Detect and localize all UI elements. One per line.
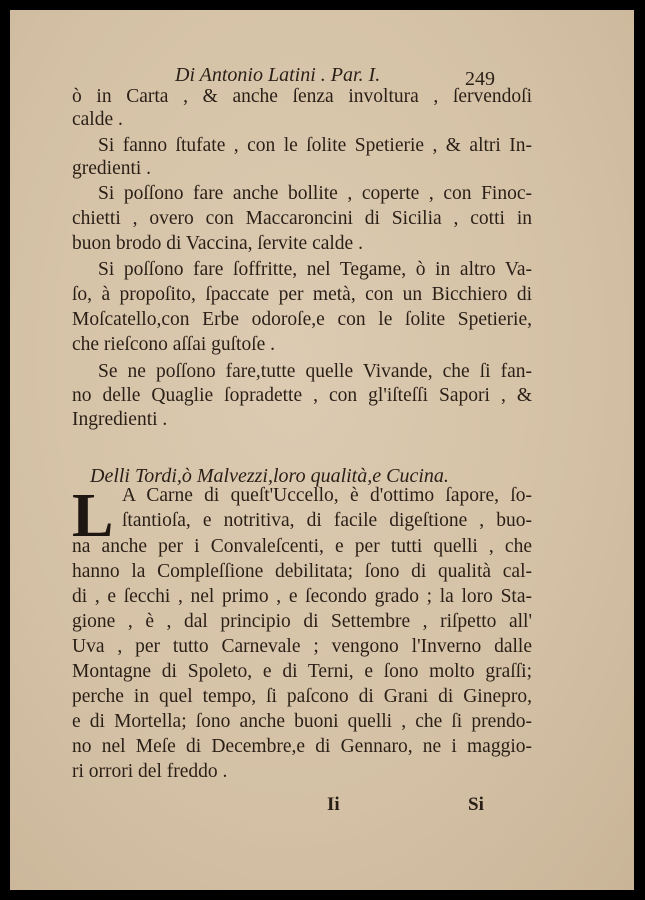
drop-cap: L (72, 482, 114, 550)
text-line: no delle Quaglie ſopradette , con gl'iſteſſi Sapori , & (72, 385, 532, 406)
catchword: Si (468, 794, 484, 815)
text-line: no nel Meſe di Decembre,e di Gennaro, ne i maggio- (72, 736, 532, 757)
text-line: chietti , overo con Maccaroncini di Sicilia , cotti in (72, 208, 532, 229)
text-line: na anche per i Convaleſcenti, e per tutti quelli , che (72, 536, 532, 557)
text-line: Si poſſono fare ſoffritte, nel Tegame, ò in altro Va- (98, 259, 532, 280)
text-line: perche in quel tempo, ſi paſcono di Grani di Ginepro, (72, 686, 532, 707)
running-title: Di Antonio Latini . Par. I. (175, 64, 381, 86)
text-line: Se ne poſſono fare,tutte quelle Vivande, che ſi fan- (98, 361, 532, 382)
text-line: Ingredienti . (72, 409, 168, 430)
text-line: Montagne di Spoleto, e di Terni, e ſono molto graſſi; (72, 661, 532, 682)
signature-mark: Ii (327, 794, 340, 815)
text-line: e di Mortella; ſono anche buoni quelli , che ſi prendo- (72, 711, 532, 732)
section-heading: Delli Tordi,ò Malvezzi,loro qualità,e Cucina. (90, 465, 449, 487)
text-line: hanno la Compleſſione debilitata; ſono di qualità cal- (72, 561, 532, 582)
text-line: ſtantioſa, e notritiva, di facile digeſtione , buo- (122, 510, 532, 531)
text-line: che rieſcono aſſai guſtoſe . (72, 334, 276, 355)
text-line: ri orrori del freddo . (72, 761, 228, 782)
text-line: Moſcatello,con Erbe odoroſe,e con le ſolite Spetierie, (72, 309, 532, 330)
text-line: ſo, à propoſito, ſpaccate per metà, con un Bicchiero di (72, 284, 532, 305)
text-line: Si poſſono fare anche bollite , coperte , con Finoc- (98, 183, 532, 204)
text-line: ò in Carta , & anche ſenza involtura , ſervendoſi (72, 86, 532, 107)
page-number: 249 (465, 68, 495, 90)
text-line: Uva , per tutto Carnevale ; vengono l'Inverno dalle (72, 636, 532, 657)
text-line: gione , è , dal principio di Settembre , riſpetto all' (72, 611, 532, 632)
book-page (10, 10, 634, 890)
text-line: di , e ſecchi , nel primo , e ſecondo grado ; la loro Sta- (72, 586, 532, 607)
text-line: calde . (72, 109, 123, 130)
text-line: A Carne di queſt'Uccello, è d'ottimo ſapore, ſo- (122, 485, 532, 506)
text-line: Si fanno ſtufate , con le ſolite Spetierie , & altri In- (98, 135, 532, 156)
text-line: gredienti . (72, 158, 152, 179)
text-line: buon brodo di Vaccina, ſervite calde . (72, 233, 363, 254)
